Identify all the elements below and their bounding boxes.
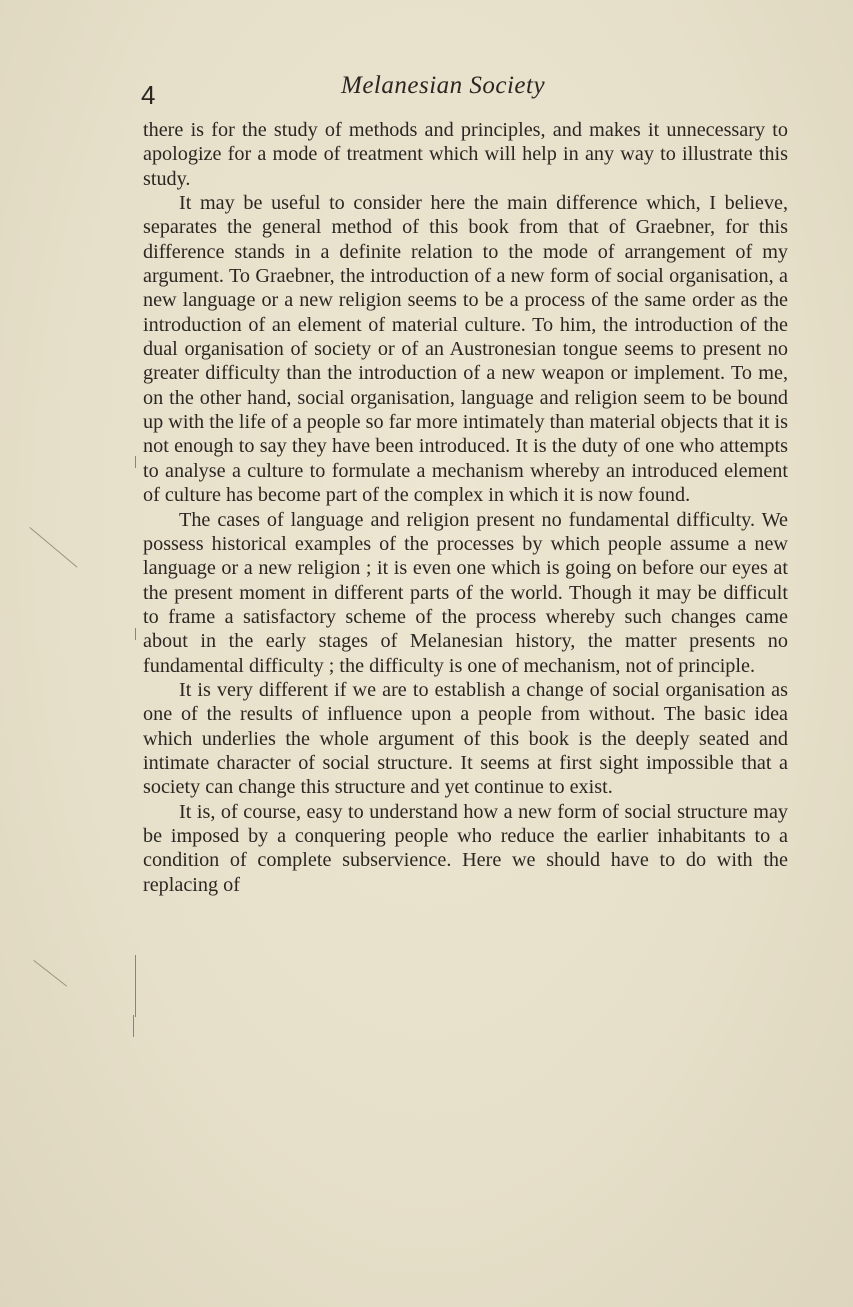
running-title: Melanesian Society (341, 72, 546, 99)
margin-tick-mark (135, 955, 136, 1017)
paragraph-4: It is very different if we are to establish a change of social organisation as one of the results of influence upon a people from without. The basic idea which underlies the whole argument of this book is the deeply seated and intimate character of social structure. It seems at first sight impossible that a society can change this structure and yet continue to exist. (143, 678, 788, 799)
margin-pencil-mark (33, 960, 67, 987)
page-number: 4 (141, 80, 156, 110)
paragraph-5: It is, of course, easy to understand how a new form of social structure may be imposed by a conquering people who reduce the earlier inhabitants to a condition of complete subservience. Here we should have to do with the replacing of (143, 800, 788, 896)
page-header (141, 72, 791, 112)
margin-tick-mark (135, 456, 136, 468)
margin-pencil-mark (29, 527, 77, 568)
paragraph-3: The cases of language and religion present no fundamental difficulty. We possess historical examples of the processes by which people assume a new language or a new religion ; it is even one which is going on before our eyes at the present moment in different parts of the world. Though it may be difficult to frame a satisfactory scheme of the process whereby such changes came about in the early stages of Melanesian history, the matter presents no fundamental difficulty ; the difficulty is one of mechanism, not of principle. (143, 508, 788, 677)
margin-tick-mark (133, 1015, 134, 1037)
body-text (143, 118, 788, 897)
paragraph-1: there is for the study of methods and principles, and makes it unnecessary to apologize for a mode of treatment which will help in any way to illustrate this study. (143, 119, 788, 190)
paragraph-2: It may be useful to consider here the main difference which, I believe, separates the general method of this book from that of Graebner, for this difference stands in a definite relation to the mode of arrangement of my argument. To Graebner, the introduction of a new form of social organisation, a new language or a new religion seems to be a process of the same order as the introduction of an element of material culture. To him, the introduction of the dual organisation of society or of an Austronesian tongue seems to present no greater difficulty than the introduction of a new weapon or implement. To me, on the other hand, social organisation, language and religion seem to be bound up with the life of a people so far more intimately than material objects that it is not enough to say they have been introduced. It is the duty of one who attempts to analyse a culture to formulate a mechanism whereby an introduced element of culture has become part of the complex in which it is now found. (143, 192, 788, 507)
margin-tick-mark (135, 628, 136, 640)
